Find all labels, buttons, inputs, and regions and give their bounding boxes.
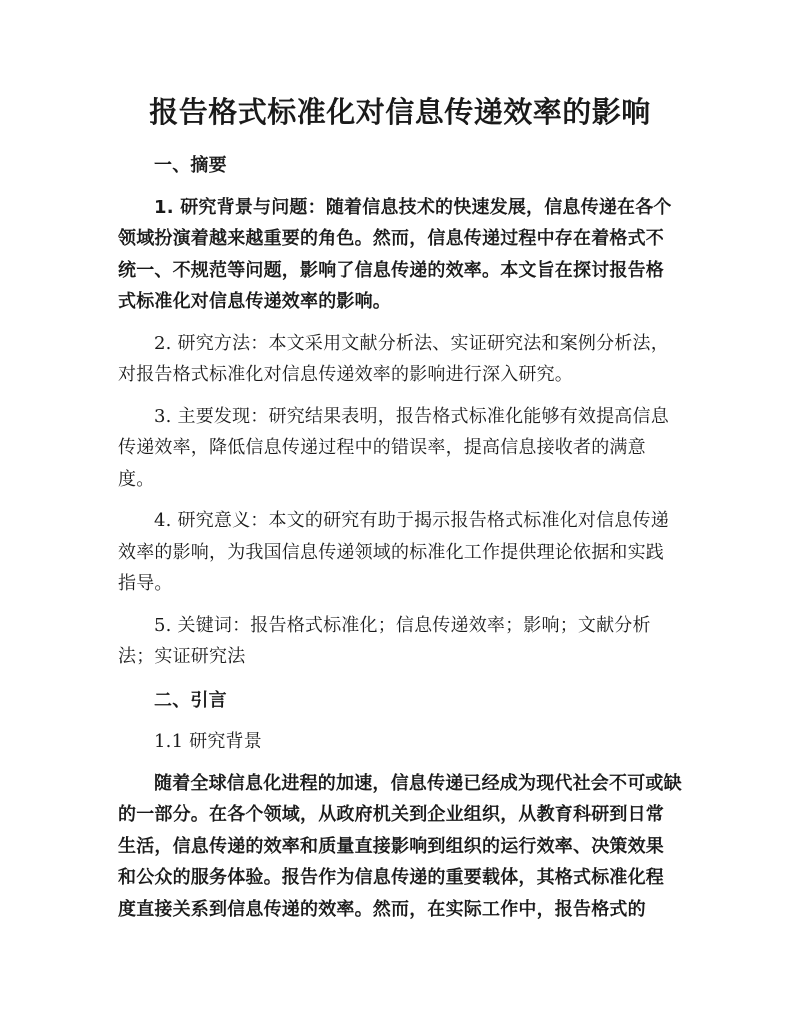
subsection-heading-background: 1.1 研究背景 <box>154 731 262 752</box>
abstract-method-paragraph: 2. 研究方法：本文采用文献分析法、实证研究法和案例分析法，对报告格式标准化对信息传递效率的影响进行深入研究。 <box>118 332 669 385</box>
section-heading-abstract: 一、摘要 <box>154 155 227 176</box>
abstract-keywords-paragraph: 5. 关键词：报告格式标准化；信息传递效率；影响；文献分析法；实证研究法 <box>118 614 651 667</box>
document-title: 报告格式标准化对信息传递效率的影响 <box>149 95 651 129</box>
abstract-findings-paragraph: 3. 主要发现：研究结果表明，报告格式标准化能够有效提高信息传递效率，降低信息传递过程中的错误率，提高信息接收者的满意度。 <box>118 405 669 490</box>
introduction-background-paragraph: 随着全球信息化进程的加速，信息传递已经成为现代社会不可或缺的一部分。在各个领域，从政府机关到企业组织，从教育科研到日常生活，信息传递的效率和质量直接影响到组织的运行效率、决策效果和公众的服务体验。报告作为信息传递的重要载体，其格式标准化程度直接关系到信息传递的效率。然而，在实际工作中，报告格式的 <box>118 772 682 920</box>
section-heading-introduction: 二、引言 <box>154 689 227 711</box>
abstract-background-paragraph: 1. 研究背景与问题：随着信息技术的快速发展，信息传递在各个领域扮演着越来越重要的角色。然而，信息传递过程中存在着格式不统一、不规范等问题，影响了信息传递的效率。本文旨在探讨报告格式标准化对信息传递效率的影响。 <box>118 196 672 312</box>
abstract-significance-paragraph: 4. 研究意义：本文的研究有助于揭示报告格式标准化对信息传递效率的影响，为我国信息传递领域的标准化工作提供理论依据和实践指导。 <box>118 510 669 594</box>
